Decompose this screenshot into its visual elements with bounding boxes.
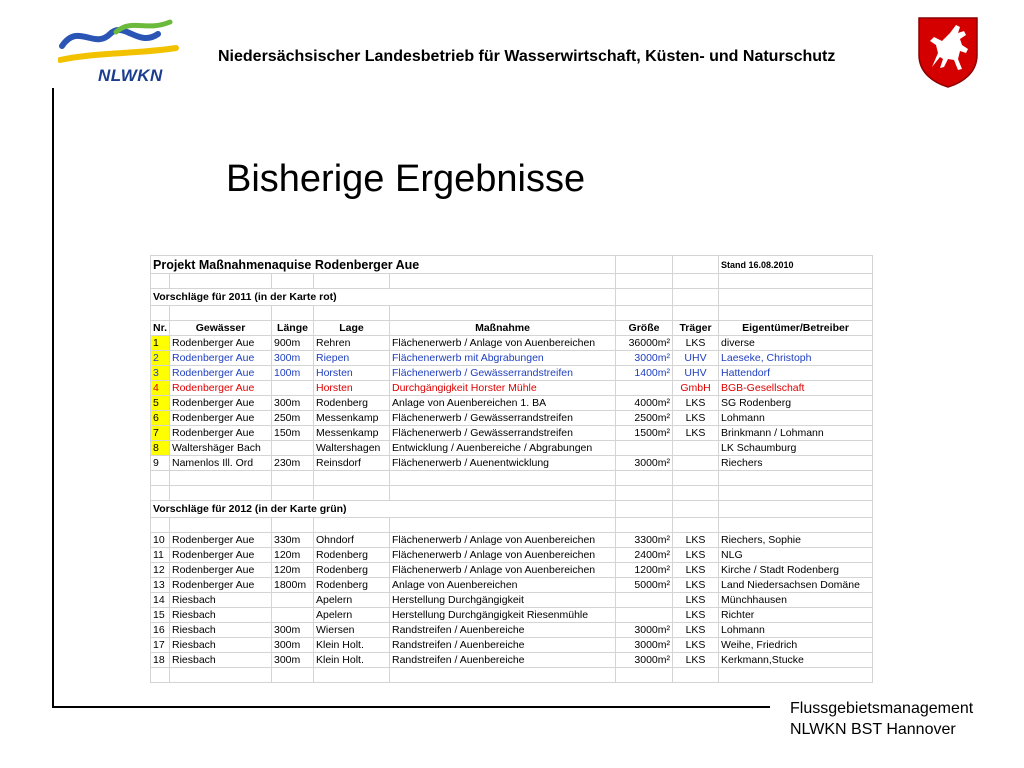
logo-text: NLWKN (98, 66, 163, 85)
cell-traeger: LKS (673, 593, 719, 608)
footer-line-2: NLWKN BST Hannover (790, 721, 956, 738)
cell-nr: 1 (151, 336, 170, 351)
cell-groesse: 36000m² (616, 336, 673, 351)
cell-nr: 15 (151, 608, 170, 623)
cell-massnahme: Flächenerwerb / Anlage von Auenbereichen (390, 563, 616, 578)
left-rule (52, 88, 54, 706)
cell-massnahme: Randstreifen / Auenbereiche (390, 653, 616, 668)
cell-groesse: 3000m² (616, 653, 673, 668)
bottom-rule (52, 706, 770, 708)
col-header-gewaesser: Gewässer (170, 321, 272, 336)
table-row (151, 366, 873, 381)
cell-gewaesser: Rodenberger Aue (170, 411, 272, 426)
cell-groesse: 1400m² (616, 366, 673, 381)
cell-nr: 11 (151, 548, 170, 563)
table-row (151, 426, 873, 441)
cell-gewaesser: Rodenberger Aue (170, 336, 272, 351)
column-header-row (151, 321, 873, 336)
cell-massnahme: Anlage von Auenbereichen (390, 578, 616, 593)
cell-eigentuemer: SG Rodenberg (719, 396, 873, 411)
table-row (151, 351, 873, 366)
cell-traeger: LKS (673, 396, 719, 411)
cell-groesse: 3000m² (616, 351, 673, 366)
cell-laenge: 330m (272, 533, 314, 548)
cell-gewaesser: Rodenberger Aue (170, 396, 272, 411)
cell-eigentuemer: Richter (719, 608, 873, 623)
cell-laenge (272, 593, 314, 608)
cell-nr: 10 (151, 533, 170, 548)
empty-row (151, 306, 873, 321)
cell-gewaesser: Rodenberger Aue (170, 548, 272, 563)
cell-massnahme: Entwicklung / Auenbereiche / Abgrabungen (390, 441, 616, 456)
cell-nr: 8 (151, 441, 170, 456)
table-row (151, 563, 873, 578)
cell-groesse: 3300m² (616, 533, 673, 548)
table-row (151, 638, 873, 653)
logo-waves-icon (58, 18, 183, 68)
cell-groesse: 4000m² (616, 396, 673, 411)
cell-lage: Wiersen (314, 623, 390, 638)
cell-gewaesser: Rodenberger Aue (170, 533, 272, 548)
cell-nr: 16 (151, 623, 170, 638)
empty-row (151, 518, 873, 533)
cell-traeger: LKS (673, 653, 719, 668)
cell-traeger: LKS (673, 336, 719, 351)
cell-nr: 3 (151, 366, 170, 381)
cell-lage: Rodenberg (314, 563, 390, 578)
cell-traeger: LKS (673, 578, 719, 593)
col-header-massnahme: Maßnahme (390, 321, 616, 336)
cell-eigentuemer: Hattendorf (719, 366, 873, 381)
cell-eigentuemer: Münchhausen (719, 593, 873, 608)
table-row (151, 653, 873, 668)
cell-nr: 12 (151, 563, 170, 578)
cell-massnahme: Flächenerwerb / Gewässerrandstreifen (390, 411, 616, 426)
cell-gewaesser: Riesbach (170, 623, 272, 638)
cell-eigentuemer: diverse (719, 336, 873, 351)
cell-nr: 7 (151, 426, 170, 441)
slide-title: Bisherige Ergebnisse (226, 158, 586, 200)
cell-laenge: 1800m (272, 578, 314, 593)
cell-lage: Rodenberg (314, 578, 390, 593)
cell-massnahme: Flächenerwerb / Anlage von Auenbereichen (390, 533, 616, 548)
cell-laenge: 250m (272, 411, 314, 426)
cell-gewaesser: Rodenberger Aue (170, 381, 272, 396)
cell-nr: 17 (151, 638, 170, 653)
cell-lage: Ohndorf (314, 533, 390, 548)
cell-traeger (673, 441, 719, 456)
col-header-eigentuemer: Eigentümer/Betreiber (719, 321, 873, 336)
cell-eigentuemer: Laeseke, Christoph (719, 351, 873, 366)
cell-gewaesser: Rodenberger Aue (170, 366, 272, 381)
cell-massnahme: Durchgängigkeit Horster Mühle (390, 381, 616, 396)
cell-nr: 2 (151, 351, 170, 366)
col-header-laenge: Länge (272, 321, 314, 336)
cell-gewaesser: Rodenberger Aue (170, 351, 272, 366)
cell-laenge: 100m (272, 366, 314, 381)
lower-saxony-horse-crest-icon (916, 15, 980, 89)
table-row (151, 411, 873, 426)
cell-traeger: GmbH (673, 381, 719, 396)
table-row (151, 608, 873, 623)
cell-groesse (616, 381, 673, 396)
cell-eigentuemer: Lohmann (719, 411, 873, 426)
spreadsheet (150, 255, 872, 687)
cell-lage: Rodenberg (314, 396, 390, 411)
cell-lage: Horsten (314, 381, 390, 396)
empty-row (151, 668, 873, 683)
cell-eigentuemer: Weihe, Friedrich (719, 638, 873, 653)
table-row (151, 578, 873, 593)
cell-massnahme: Flächenerwerb / Auenentwicklung (390, 456, 616, 471)
table-row (151, 548, 873, 563)
cell-laenge (272, 381, 314, 396)
cell-traeger: LKS (673, 608, 719, 623)
organization-title: Niedersächsischer Landesbetrieb für Wasserwirtschaft, Küsten- und Naturschutz (218, 48, 836, 65)
cell-massnahme: Flächenerwerb / Anlage von Auenbereichen (390, 336, 616, 351)
cell-laenge (272, 608, 314, 623)
cell-eigentuemer: Brinkmann / Lohmann (719, 426, 873, 441)
cell-gewaesser: Riesbach (170, 653, 272, 668)
col-header-traeger: Träger (673, 321, 719, 336)
cell-eigentuemer: LK Schaumburg (719, 441, 873, 456)
cell-groesse: 1500m² (616, 426, 673, 441)
cell-massnahme: Randstreifen / Auenbereiche (390, 638, 616, 653)
cell-nr: 6 (151, 411, 170, 426)
nlwkn-logo (58, 18, 183, 88)
empty-row (151, 471, 873, 486)
cell-laenge: 120m (272, 548, 314, 563)
empty-row (151, 486, 873, 501)
cell-traeger: LKS (673, 623, 719, 638)
cell-gewaesser: Namenlos Ill. Ord (170, 456, 272, 471)
cell-nr: 13 (151, 578, 170, 593)
cell-lage: Messenkamp (314, 426, 390, 441)
cell-eigentuemer: Lohmann (719, 623, 873, 638)
cell-gewaesser: Waltershäger Bach (170, 441, 272, 456)
table-row (151, 593, 873, 608)
cell-laenge: 150m (272, 426, 314, 441)
cell-lage: Apelern (314, 608, 390, 623)
cell-lage: Klein Holt. (314, 638, 390, 653)
cell-massnahme: Anlage von Auenbereichen 1. BA (390, 396, 616, 411)
cell-gewaesser: Riesbach (170, 638, 272, 653)
cell-traeger: LKS (673, 548, 719, 563)
cell-massnahme: Flächenerwerb / Anlage von Auenbereichen (390, 548, 616, 563)
cell-lage: Klein Holt. (314, 653, 390, 668)
cell-lage: Waltershagen (314, 441, 390, 456)
table-row (151, 623, 873, 638)
cell-eigentuemer: Land Niedersachsen Domäne (719, 578, 873, 593)
cell-massnahme: Flächenerwerb / Gewässerrandstreifen (390, 426, 616, 441)
cell-laenge (272, 441, 314, 456)
col-header-lage: Lage (314, 321, 390, 336)
cell-traeger: LKS (673, 563, 719, 578)
col-header-groesse: Größe (616, 321, 673, 336)
cell-groesse: 2500m² (616, 411, 673, 426)
cell-traeger (673, 456, 719, 471)
cell-lage: Messenkamp (314, 411, 390, 426)
cell-groesse (616, 608, 673, 623)
table-row (151, 456, 873, 471)
cell-lage: Riepen (314, 351, 390, 366)
cell-massnahme: Flächenerwerb / Gewässerrandstreifen (390, 366, 616, 381)
cell-massnahme: Herstellung Durchgängigkeit (390, 593, 616, 608)
cell-groesse: 2400m² (616, 548, 673, 563)
cell-groesse: 3000m² (616, 623, 673, 638)
cell-groesse: 3000m² (616, 638, 673, 653)
cell-laenge: 230m (272, 456, 314, 471)
section-2011-title: Vorschläge für 2011 (in der Karte rot) (151, 289, 616, 306)
cell-laenge: 300m (272, 638, 314, 653)
cell-lage: Rodenberg (314, 548, 390, 563)
cell-laenge: 300m (272, 653, 314, 668)
cell-eigentuemer: BGB-Gesellschaft (719, 381, 873, 396)
cell-lage: Horsten (314, 366, 390, 381)
cell-lage: Reinsdorf (314, 456, 390, 471)
table-row (151, 381, 873, 396)
cell-eigentuemer: Kirche / Stadt Rodenberg (719, 563, 873, 578)
cell-eigentuemer: Riechers (719, 456, 873, 471)
cell-eigentuemer: Kerkmann,Stucke (719, 653, 873, 668)
cell-nr: 9 (151, 456, 170, 471)
cell-massnahme: Randstreifen / Auenbereiche (390, 623, 616, 638)
col-header-nr: Nr. (151, 321, 170, 336)
cell-eigentuemer: NLG (719, 548, 873, 563)
table-row (151, 533, 873, 548)
cell-groesse: 5000m² (616, 578, 673, 593)
section-row-2011 (151, 289, 873, 306)
cell-gewaesser: Riesbach (170, 608, 272, 623)
cell-gewaesser: Riesbach (170, 593, 272, 608)
cell-nr: 18 (151, 653, 170, 668)
cell-gewaesser: Rodenberger Aue (170, 563, 272, 578)
table-row (151, 336, 873, 351)
cell-traeger: UHV (673, 351, 719, 366)
cell-gewaesser: Rodenberger Aue (170, 426, 272, 441)
cell-gewaesser: Rodenberger Aue (170, 578, 272, 593)
cell-eigentuemer: Riechers, Sophie (719, 533, 873, 548)
table-row (151, 441, 873, 456)
footer (790, 698, 973, 740)
empty-row (151, 274, 873, 289)
section-2012-title: Vorschläge für 2012 (in der Karte grün) (151, 501, 616, 518)
cell-massnahme: Herstellung Durchgängigkeit Riesenmühle (390, 608, 616, 623)
cell-lage: Apelern (314, 593, 390, 608)
cell-traeger: LKS (673, 533, 719, 548)
cell-laenge: 900m (272, 336, 314, 351)
table-title-row (151, 256, 873, 274)
cell-traeger: LKS (673, 426, 719, 441)
cell-nr: 4 (151, 381, 170, 396)
project-title: Projekt Maßnahmenaquise Rodenberger Aue (151, 256, 616, 274)
cell-groesse (616, 593, 673, 608)
cell-laenge: 300m (272, 623, 314, 638)
cell-nr: 14 (151, 593, 170, 608)
cell-traeger: UHV (673, 366, 719, 381)
stand-date: Stand 16.08.2010 (719, 256, 873, 274)
cell-groesse: 1200m² (616, 563, 673, 578)
table-body (151, 256, 873, 683)
cell-laenge: 120m (272, 563, 314, 578)
cell-groesse (616, 441, 673, 456)
section-row-2012 (151, 501, 873, 518)
cell-nr: 5 (151, 396, 170, 411)
cell-lage: Rehren (314, 336, 390, 351)
cell-groesse: 3000m² (616, 456, 673, 471)
measures-table (150, 255, 873, 683)
cell-massnahme: Flächenerwerb mit Abgrabungen (390, 351, 616, 366)
cell-traeger: LKS (673, 638, 719, 653)
cell-traeger: LKS (673, 411, 719, 426)
table-row (151, 396, 873, 411)
cell-laenge: 300m (272, 396, 314, 411)
footer-line-1: Flussgebietsmanagement (790, 700, 974, 717)
cell-laenge: 300m (272, 351, 314, 366)
